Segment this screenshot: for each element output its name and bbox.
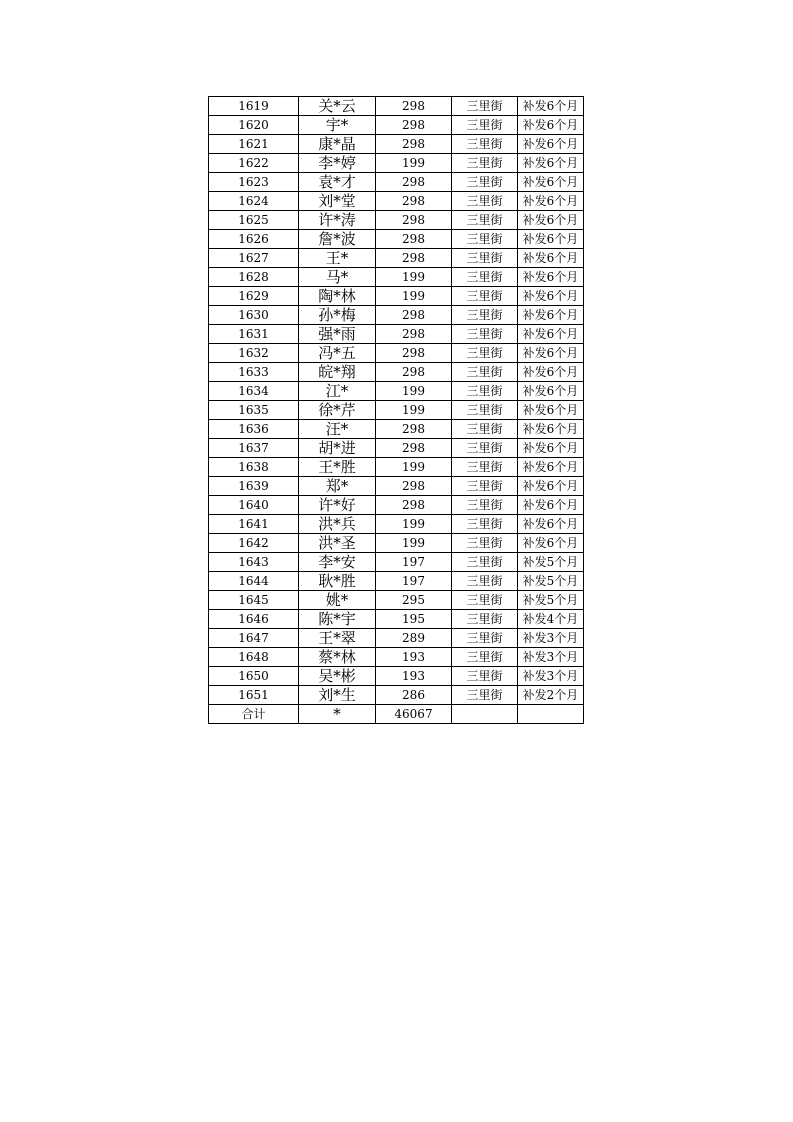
row-street: 三里街 [452,667,518,686]
row-amount: 197 [376,553,452,572]
row-name: 姚* [299,591,376,610]
row-street: 三里街 [452,629,518,648]
row-name: 孙*梅 [299,306,376,325]
total-label: 合计 [209,705,299,724]
row-id: 1643 [209,553,299,572]
total-name: * [299,705,376,724]
row-street: 三里街 [452,173,518,192]
row-note: 补发6个月 [518,515,584,534]
row-name: 胡*进 [299,439,376,458]
table-row [209,306,584,325]
row-id: 1619 [209,97,299,116]
row-amount: 298 [376,249,452,268]
row-street: 三里街 [452,591,518,610]
row-name: 冯*五 [299,344,376,363]
table-row [209,97,584,116]
table-row [209,382,584,401]
row-note: 补发6个月 [518,97,584,116]
row-name: 王* [299,249,376,268]
table-row [209,173,584,192]
row-id: 1645 [209,591,299,610]
table-row [209,116,584,135]
row-id: 1646 [209,610,299,629]
table-row [209,686,584,705]
row-id: 1632 [209,344,299,363]
row-id: 1648 [209,648,299,667]
row-note: 补发4个月 [518,610,584,629]
table-row [209,515,584,534]
row-name: 许*涛 [299,211,376,230]
row-note: 补发6个月 [518,154,584,173]
row-name: 洪*圣 [299,534,376,553]
row-note: 补发6个月 [518,401,584,420]
row-note: 补发6个月 [518,173,584,192]
row-street: 三里街 [452,154,518,173]
row-street: 三里街 [452,325,518,344]
row-id: 1621 [209,135,299,154]
table-row [209,667,584,686]
row-id: 1623 [209,173,299,192]
table-row [209,211,584,230]
row-note: 补发6个月 [518,420,584,439]
row-name: 汪* [299,420,376,439]
row-name: 王*翠 [299,629,376,648]
row-note: 补发6个月 [518,344,584,363]
row-name: 郑* [299,477,376,496]
row-amount: 298 [376,135,452,154]
row-street: 三里街 [452,363,518,382]
row-street: 三里街 [452,610,518,629]
row-id: 1627 [209,249,299,268]
row-amount: 298 [376,363,452,382]
row-name: 马* [299,268,376,287]
row-street: 三里街 [452,401,518,420]
table-row [209,572,584,591]
row-note: 补发3个月 [518,648,584,667]
row-amount: 298 [376,97,452,116]
row-street: 三里街 [452,306,518,325]
row-note: 补发6个月 [518,287,584,306]
row-name: 蔡*林 [299,648,376,667]
row-name: 徐*芹 [299,401,376,420]
row-name: 詹*波 [299,230,376,249]
row-name: 陈*宇 [299,610,376,629]
row-name: 耿*胜 [299,572,376,591]
row-name: 江* [299,382,376,401]
row-id: 1631 [209,325,299,344]
row-id: 1650 [209,667,299,686]
row-id: 1639 [209,477,299,496]
table-row [209,477,584,496]
row-note: 补发6个月 [518,116,584,135]
table-row [209,534,584,553]
table-row [209,591,584,610]
row-amount: 298 [376,116,452,135]
row-note: 补发6个月 [518,382,584,401]
allowance-table [208,96,584,724]
row-amount: 197 [376,572,452,591]
table-row [209,420,584,439]
row-amount: 199 [376,534,452,553]
row-id: 1633 [209,363,299,382]
row-note: 补发6个月 [518,249,584,268]
row-id: 1630 [209,306,299,325]
row-amount: 298 [376,230,452,249]
row-amount: 289 [376,629,452,648]
row-street: 三里街 [452,420,518,439]
row-amount: 199 [376,515,452,534]
row-amount: 298 [376,477,452,496]
row-note: 补发6个月 [518,534,584,553]
row-name: 李*安 [299,553,376,572]
row-id: 1636 [209,420,299,439]
table-row [209,249,584,268]
row-note: 补发3个月 [518,629,584,648]
row-street: 三里街 [452,648,518,667]
row-amount: 298 [376,211,452,230]
row-id: 1637 [209,439,299,458]
row-name: 王*胜 [299,458,376,477]
row-street: 三里街 [452,287,518,306]
row-amount: 199 [376,458,452,477]
table-row [209,268,584,287]
row-id: 1628 [209,268,299,287]
row-amount: 193 [376,667,452,686]
table-row [209,230,584,249]
row-id: 1634 [209,382,299,401]
row-amount: 286 [376,686,452,705]
row-note: 补发5个月 [518,553,584,572]
row-street: 三里街 [452,249,518,268]
table-row [209,192,584,211]
row-amount: 298 [376,344,452,363]
row-note: 补发6个月 [518,496,584,515]
table-row [209,135,584,154]
row-id: 1647 [209,629,299,648]
row-street: 三里街 [452,553,518,572]
row-street: 三里街 [452,344,518,363]
row-note: 补发3个月 [518,667,584,686]
total-amount: 46067 [376,705,452,724]
row-note: 补发6个月 [518,325,584,344]
table-row [209,610,584,629]
row-note: 补发5个月 [518,591,584,610]
row-name: 刘*堂 [299,192,376,211]
row-amount: 199 [376,382,452,401]
row-amount: 298 [376,439,452,458]
row-note: 补发6个月 [518,230,584,249]
total-row [209,705,584,724]
row-name: 李*婷 [299,154,376,173]
row-amount: 298 [376,192,452,211]
total-note [518,705,584,724]
row-street: 三里街 [452,572,518,591]
row-name: 吴*彬 [299,667,376,686]
row-id: 1642 [209,534,299,553]
row-note: 补发2个月 [518,686,584,705]
row-id: 1624 [209,192,299,211]
total-street [452,705,518,724]
row-id: 1626 [209,230,299,249]
row-note: 补发6个月 [518,306,584,325]
row-id: 1651 [209,686,299,705]
row-street: 三里街 [452,496,518,515]
row-street: 三里街 [452,230,518,249]
row-name: 刘*生 [299,686,376,705]
row-street: 三里街 [452,534,518,553]
row-name: 强*雨 [299,325,376,344]
row-amount: 298 [376,496,452,515]
row-street: 三里街 [452,515,518,534]
row-id: 1625 [209,211,299,230]
table-row [209,344,584,363]
table-row [209,363,584,382]
row-note: 补发6个月 [518,363,584,382]
row-street: 三里街 [452,458,518,477]
row-name: 洪*兵 [299,515,376,534]
row-id: 1622 [209,154,299,173]
table-row [209,648,584,667]
row-id: 1644 [209,572,299,591]
table-row [209,629,584,648]
row-name: 袁*才 [299,173,376,192]
row-amount: 298 [376,306,452,325]
row-street: 三里街 [452,211,518,230]
row-amount: 298 [376,325,452,344]
row-amount: 199 [376,401,452,420]
row-amount: 295 [376,591,452,610]
table-body [209,97,584,705]
row-amount: 298 [376,420,452,439]
row-amount: 199 [376,268,452,287]
row-street: 三里街 [452,382,518,401]
row-street: 三里街 [452,135,518,154]
row-name: 康*晶 [299,135,376,154]
table-row [209,325,584,344]
row-name: 宇* [299,116,376,135]
row-street: 三里街 [452,268,518,287]
row-note: 补发6个月 [518,192,584,211]
row-street: 三里街 [452,192,518,211]
row-street: 三里街 [452,439,518,458]
row-street: 三里街 [452,477,518,496]
row-id: 1620 [209,116,299,135]
row-amount: 193 [376,648,452,667]
row-id: 1635 [209,401,299,420]
table-row [209,401,584,420]
row-amount: 298 [376,173,452,192]
row-name: 陶*林 [299,287,376,306]
row-name: 关*云 [299,97,376,116]
row-note: 补发6个月 [518,135,584,154]
row-note: 补发6个月 [518,211,584,230]
table-row [209,458,584,477]
row-amount: 195 [376,610,452,629]
row-note: 补发6个月 [518,458,584,477]
row-id: 1629 [209,287,299,306]
row-note: 补发5个月 [518,572,584,591]
row-note: 补发6个月 [518,268,584,287]
row-street: 三里街 [452,686,518,705]
table-row [209,154,584,173]
row-name: 许*好 [299,496,376,515]
table-row [209,496,584,515]
row-street: 三里街 [452,97,518,116]
row-name: 皖*翔 [299,363,376,382]
table-row [209,553,584,572]
row-id: 1638 [209,458,299,477]
row-id: 1640 [209,496,299,515]
row-street: 三里街 [452,116,518,135]
row-note: 补发6个月 [518,439,584,458]
row-amount: 199 [376,287,452,306]
row-note: 补发6个月 [518,477,584,496]
row-amount: 199 [376,154,452,173]
table-row [209,439,584,458]
row-id: 1641 [209,515,299,534]
table-row [209,287,584,306]
